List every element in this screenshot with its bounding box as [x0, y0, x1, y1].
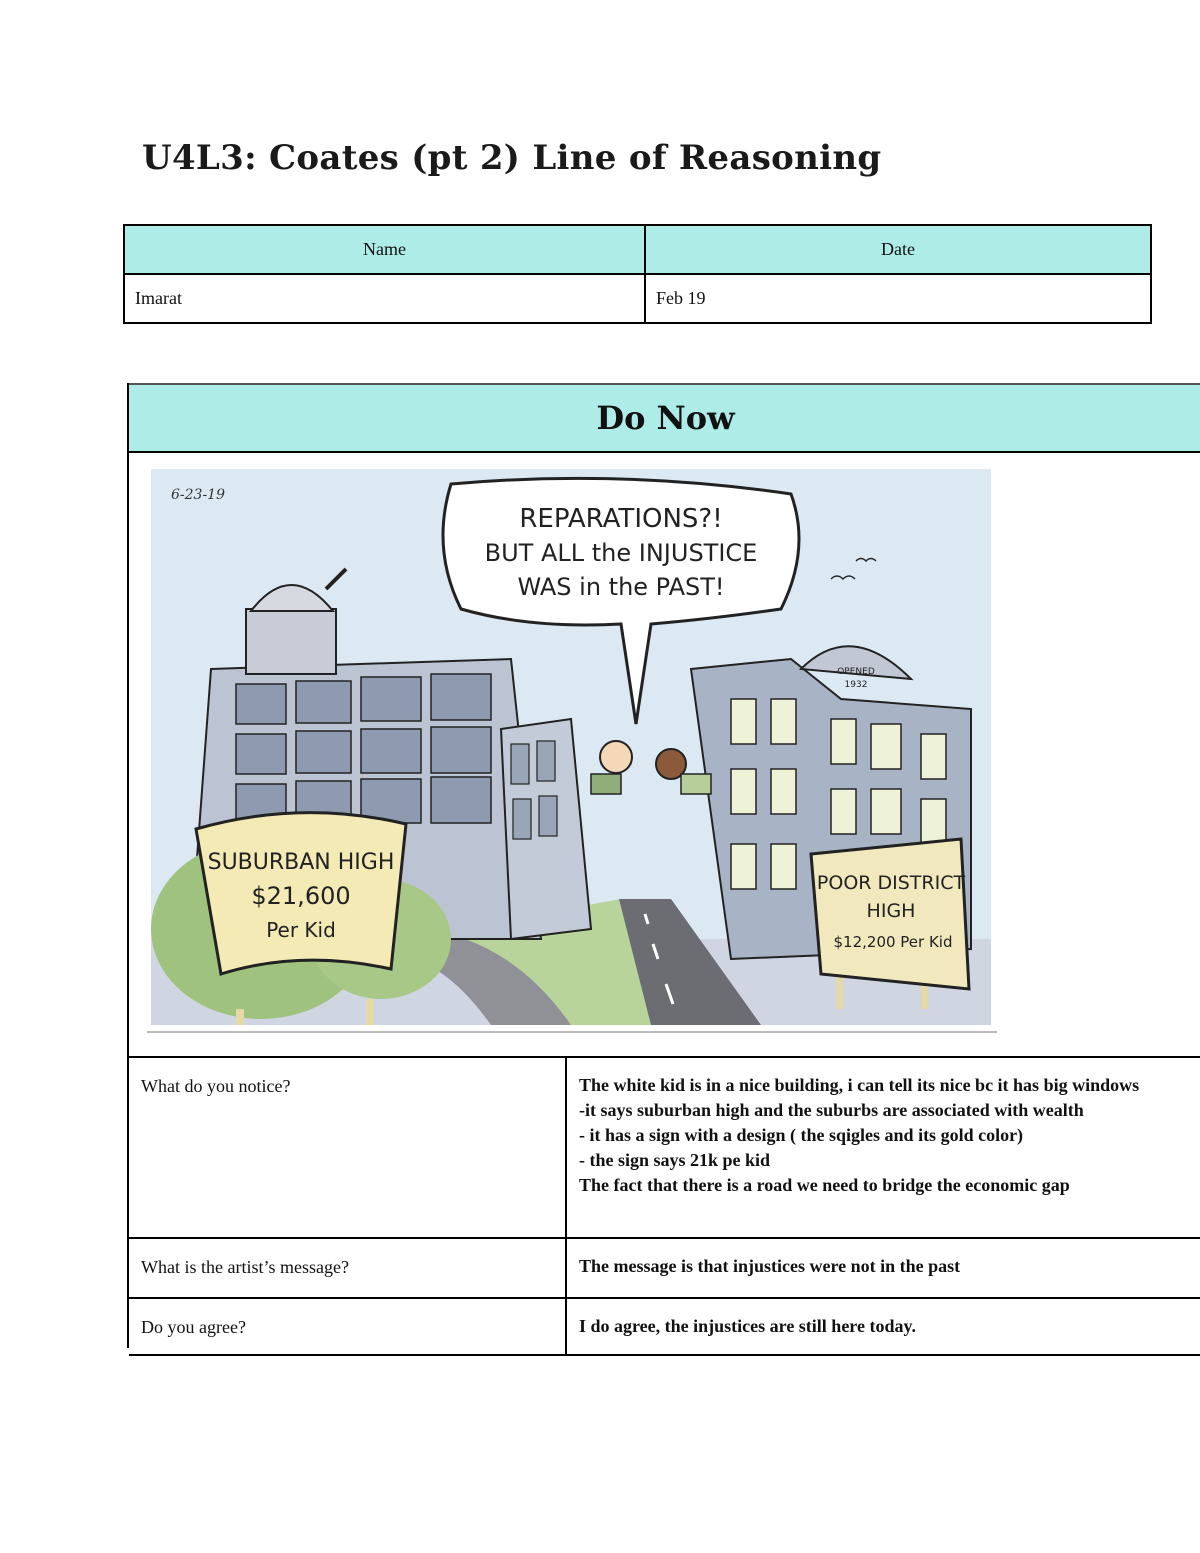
answer-line: The message is that injustices were not in the past [579, 1256, 961, 1276]
question-notice: What do you notice? [129, 1058, 566, 1238]
answer-line: -it says suburban high and the suburbs are associated with wealth [579, 1100, 1084, 1120]
opened-label-1: OPENED [837, 667, 875, 677]
question-message: What is the artist’s message? [129, 1238, 566, 1298]
table-row [129, 1298, 1200, 1355]
answer-message[interactable] [566, 1238, 1200, 1298]
left-sign-line-1: SUBURBAN HIGH [207, 850, 395, 875]
left-sign-line-2: $21,600 [251, 882, 351, 910]
question-agree: Do you agree? [129, 1298, 566, 1355]
right-sign-line-3: $12,200 Per Kid [833, 933, 953, 951]
cartoon-divider [147, 1031, 997, 1033]
table-row [129, 1238, 1200, 1298]
cartoon-cell [129, 453, 1200, 1058]
editorial-cartoon [151, 469, 991, 1025]
date-header: Date [645, 225, 1151, 274]
speech-line-3: WAS in the PAST! [517, 573, 725, 601]
speech-line-2: BUT ALL the INJUSTICE [484, 539, 758, 567]
do-now-heading: Do Now [129, 383, 1200, 453]
table-row [129, 1058, 1200, 1238]
right-sign-line-1: POOR DISTRICT [816, 872, 966, 894]
answer-agree[interactable] [566, 1298, 1200, 1355]
answer-line: - it has a sign with a design ( the sqigles and its gold color) [579, 1125, 1024, 1145]
cartoon-signature: 6-23-19 [171, 487, 225, 503]
name-header: Name [124, 225, 645, 274]
left-sign-line-3: Per Kid [266, 918, 336, 942]
answer-line: The white kid is in a nice building, i can tell its nice bc it has big windows [579, 1075, 1140, 1095]
date-value[interactable]: Feb 19 [645, 274, 1151, 323]
page-title: U4L3: Coates (pt 2) Line of Reasoning [142, 138, 882, 178]
opened-label-2: 1932 [844, 680, 868, 690]
name-date-table [123, 224, 1152, 324]
right-sign-line-2: HIGH [866, 900, 916, 922]
answer-line: I do agree, the injustices are still here today. [579, 1316, 916, 1336]
answer-line: The fact that there is a road we need to bridge the economic gap [579, 1175, 1070, 1195]
do-now-questions-table [129, 1058, 1200, 1356]
speech-line-1: REPARATIONS?! [519, 504, 723, 534]
answer-notice[interactable] [566, 1058, 1200, 1238]
do-now-section [127, 383, 1200, 1348]
answer-line: - the sign says 21k pe kid [579, 1150, 771, 1170]
name-value[interactable]: Imarat [124, 274, 645, 323]
